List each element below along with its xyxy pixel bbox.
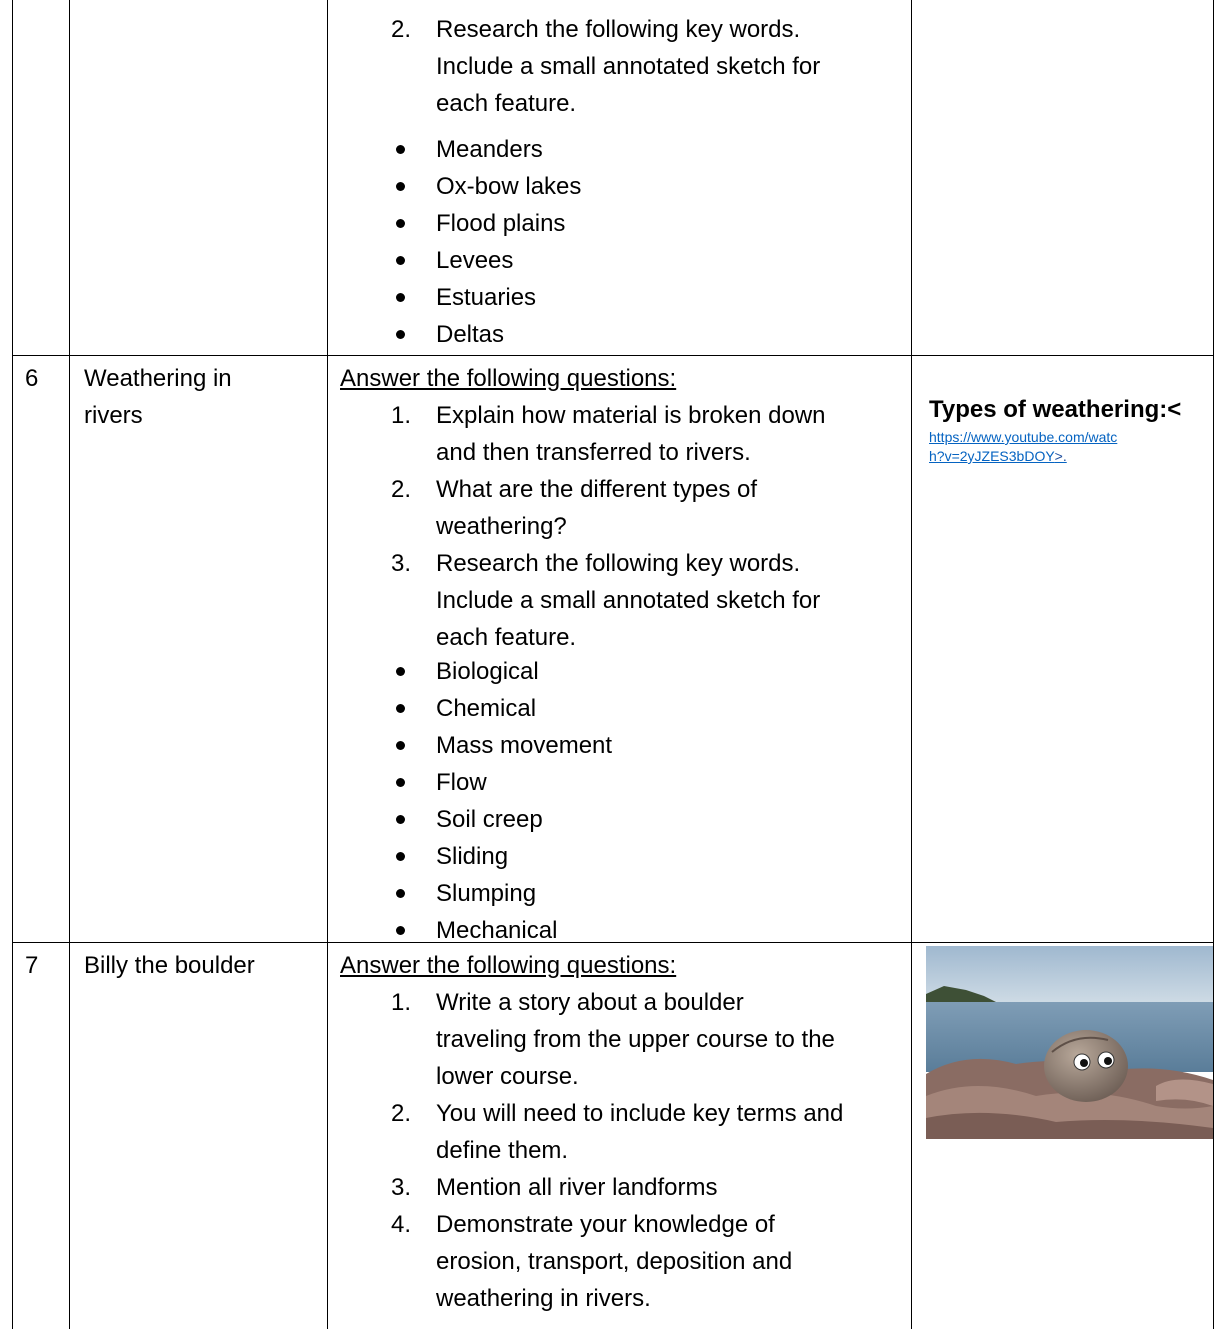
item-number: 3. (390, 550, 411, 577)
boulder-photo-with-googly-eyes-icon (926, 946, 1213, 1139)
bullet-text: Slumping (436, 880, 537, 907)
item-number: 1. (390, 989, 411, 1016)
item-text: Include a small annotated sketch for (436, 587, 821, 614)
row-divider-5-6 (12, 355, 1214, 356)
item-text: Mention all river landforms (436, 1174, 718, 1201)
bullet-text: Deltas (436, 321, 505, 348)
row-topic: Weathering in (84, 365, 232, 392)
bullet-text: Chemical (436, 695, 537, 722)
bullet-icon (396, 256, 405, 265)
bullet-icon (396, 182, 405, 191)
bullet-text: Flood plains (436, 210, 566, 237)
item-text: define them. (436, 1137, 569, 1164)
bullet-icon (396, 741, 405, 750)
bullet-icon (396, 778, 405, 787)
item-text: Research the following key words. (436, 16, 801, 43)
column-divider-2 (327, 0, 328, 1329)
bullet-text: Meanders (436, 136, 543, 163)
column-divider-3 (911, 0, 912, 1329)
item-text: weathering? (436, 513, 567, 540)
bullet-icon (396, 815, 405, 824)
bullet-icon (396, 145, 405, 154)
instruction-heading: Answer the following questions: (340, 952, 677, 979)
item-text: traveling from the upper course to the (436, 1026, 835, 1053)
item-text: Research the following key words. (436, 550, 801, 577)
table-border-right (1213, 0, 1214, 1329)
item-number: 1. (390, 402, 411, 429)
bullet-icon (396, 926, 405, 935)
bullet-text: Biological (436, 658, 539, 685)
item-text: each feature. (436, 90, 577, 117)
bullet-icon (396, 219, 405, 228)
item-text: lower course. (436, 1063, 579, 1090)
item-text: What are the different types of (436, 476, 758, 503)
column-divider-1 (69, 0, 70, 1329)
item-text: each feature. (436, 624, 577, 651)
bullet-text: Levees (436, 247, 514, 274)
bullet-text: Mass movement (436, 732, 613, 759)
item-text: You will need to include key terms and (436, 1100, 844, 1127)
bullet-text: Soil creep (436, 806, 543, 833)
bullet-icon (396, 330, 405, 339)
row-topic: rivers (84, 402, 143, 429)
item-number: 2. (390, 16, 411, 43)
bullet-icon (396, 889, 405, 898)
row-number: 7 (25, 952, 39, 979)
bullet-icon (396, 852, 405, 861)
item-text: erosion, transport, deposition and (436, 1248, 793, 1275)
resource-title: Types of weathering:< (929, 396, 1182, 423)
item-text: Demonstrate your knowledge of (436, 1211, 775, 1238)
link-text: https://www.youtube.com/watc (929, 429, 1118, 445)
instruction-heading: Answer the following questions: (340, 365, 677, 392)
row-number: 6 (25, 365, 39, 392)
bullet-icon (396, 704, 405, 713)
item-number: 3. (390, 1174, 411, 1201)
item-text: weathering in rivers. (436, 1285, 651, 1312)
item-text: Write a story about a boulder (436, 989, 744, 1016)
bullet-icon (396, 293, 405, 302)
row-topic: Billy the boulder (84, 952, 255, 979)
bullet-text: Mechanical (436, 917, 558, 944)
youtube-link[interactable] (929, 428, 1117, 447)
item-text: Include a small annotated sketch for (436, 53, 821, 80)
bullet-text: Estuaries (436, 284, 537, 311)
table-border-left (12, 0, 13, 1329)
bullet-text: Sliding (436, 843, 509, 870)
item-number: 4. (390, 1211, 411, 1238)
item-text: and then transferred to rivers. (436, 439, 751, 466)
youtube-link-continued[interactable] (929, 447, 1067, 466)
bullet-icon (396, 667, 405, 676)
item-number: 2. (390, 1100, 411, 1127)
row-divider-6-7 (12, 942, 1214, 943)
bullet-text: Ox-bow lakes (436, 173, 582, 200)
bullet-text: Flow (436, 769, 487, 796)
link-text: h?v=2yJZES3bDOY (929, 448, 1055, 464)
item-text: Explain how material is broken down (436, 402, 826, 429)
item-number: 2. (390, 476, 411, 503)
boulder-photo (926, 946, 1213, 1139)
link-trail: >. (1054, 448, 1067, 464)
